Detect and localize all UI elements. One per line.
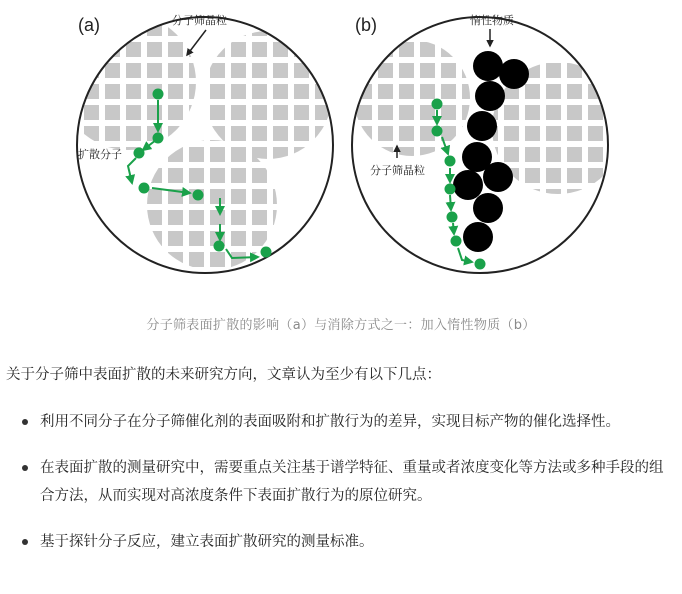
panel-a	[60, 13, 333, 273]
sieve-grains-a	[60, 14, 332, 270]
panel-b	[352, 13, 624, 273]
figure-caption: 分子筛表面扩散的影响（a）与消除方式之一：加入惰性物质（b）	[146, 318, 536, 333]
panel-b-label: (b)	[355, 15, 377, 35]
list-item: 利用不同分子在分子筛催化剂的表面吸附和扩散行为的差异，实现目标产物的催化选择性。	[0, 408, 682, 436]
intro-paragraph: 关于分子筛中表面扩散的未来研究方向，文章认为至少有以下几点：	[6, 367, 441, 383]
list-item: 在表面扩散的测量研究中，需要重点关注基于谱学特征、重量或者浓度变化等方法或多种手段的组合方法，从而实现对高浓度条件下表面扩散行为的原位研究。	[0, 454, 682, 510]
inert-label: 惰性物质	[470, 14, 514, 27]
sieve-grain-label-a: 分子筛晶粒	[172, 14, 227, 27]
sieve-grain-label-b: 分子筛晶粒	[370, 164, 425, 177]
panel-a-label: (a)	[78, 15, 100, 35]
sieve-grain-arrow-a	[187, 30, 206, 55]
research-directions-list	[0, 408, 682, 574]
list-item: 基于探针分子反应，建立表面扩散研究的测量标准。	[0, 528, 682, 556]
molecule-label: 扩散分子	[78, 148, 122, 161]
